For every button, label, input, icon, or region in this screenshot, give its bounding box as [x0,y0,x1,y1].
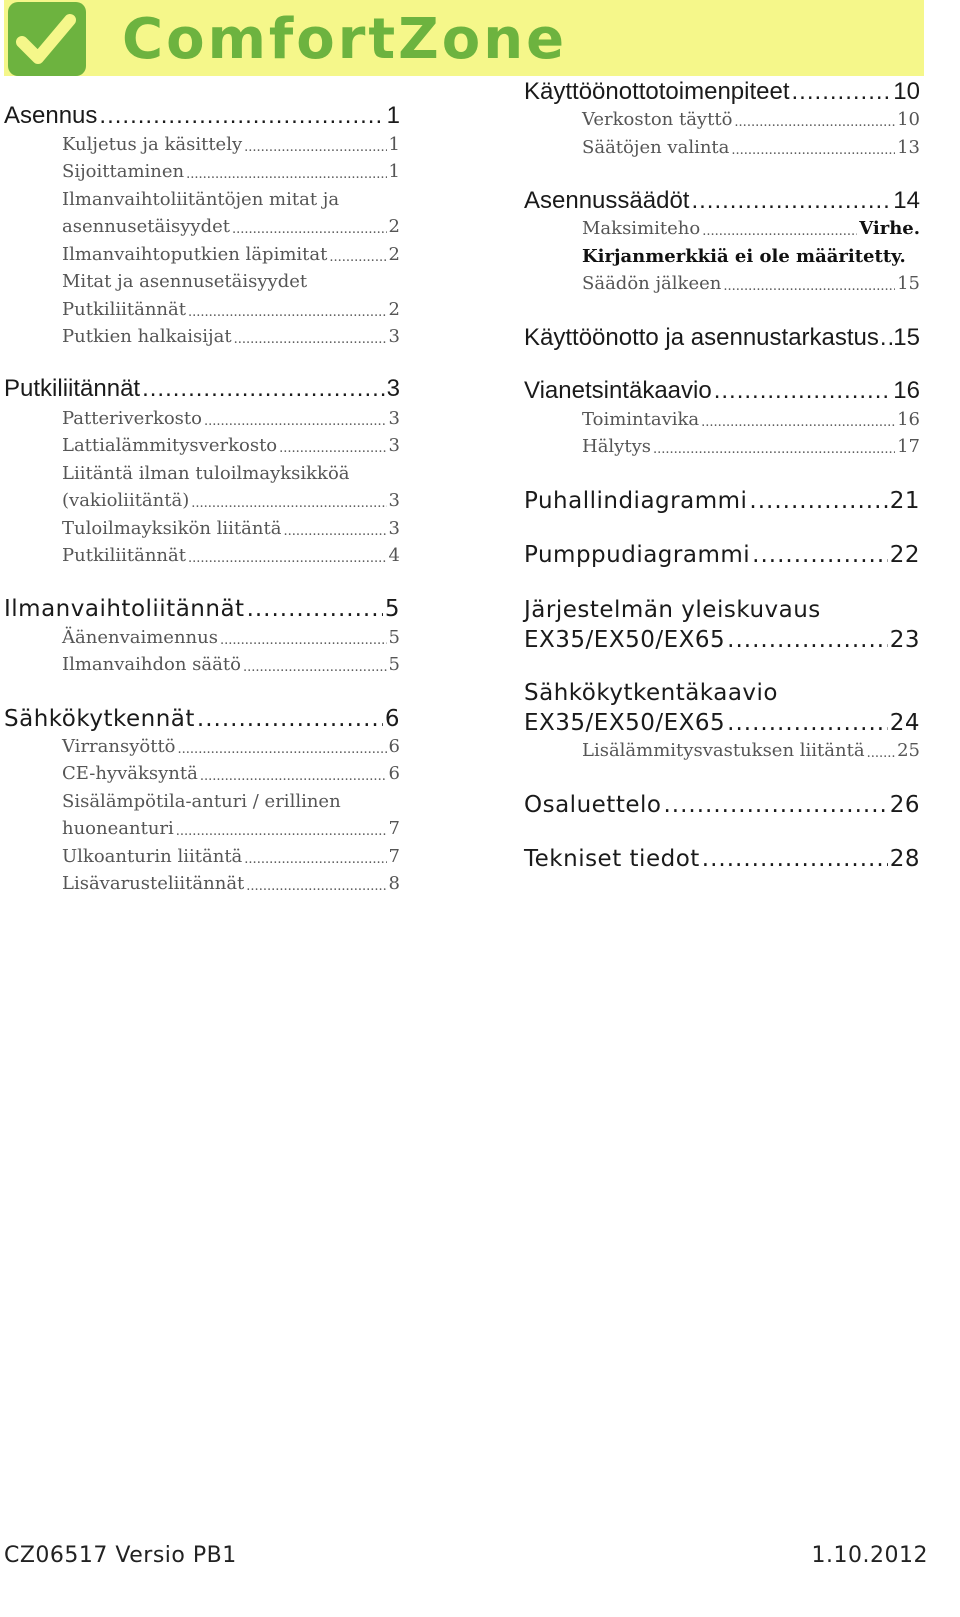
toc-entry[interactable] [4,405,400,432]
toc-entry-label: Patteriverkosto [62,408,202,429]
toc-page-number: 3 [388,326,400,347]
toc-entry-label: Lisävarusteliitännät [62,873,245,894]
toc-entry-label: Liitäntä ilman tuloilmayksikköä [62,463,350,484]
toc-entry-label: asennusetäisyydet [62,216,230,237]
toc-entry[interactable] [524,737,920,764]
toc-page-number: 17 [897,436,920,457]
toc-page-number: 16 [897,409,920,430]
toc-page-number: 1 [388,134,400,155]
toc-page-number: 3 [388,518,400,539]
toc-page-number: 21 [889,488,920,514]
header-banner [4,0,924,76]
toc-page-number: 22 [889,542,920,568]
toc-entry-line1[interactable] [4,788,400,815]
toc-entry-label: Säätöjen valinta [582,137,730,158]
toc-entry[interactable] [4,733,400,760]
toc-entry-label: Ulkoanturin liitäntä [62,846,243,867]
toc-page-number: 3 [388,490,400,511]
toc-entry[interactable] [4,487,400,514]
toc-entry[interactable] [4,296,400,323]
toc-page-number: 26 [889,792,920,818]
toc-heading-label: Vianetsintäkaavio [524,377,712,404]
toc-entry[interactable] [4,870,400,897]
toc-heading-kytkentakaavio-line1[interactable] [524,678,920,708]
toc-heading-pumppudiagrammi[interactable] [524,540,920,570]
toc-heading-label: Pumppudiagrammi [524,542,751,568]
toc-heading-label: Sähkökytkentäkaavio [524,680,778,706]
toc-heading-yleiskuvaus-line1[interactable] [524,595,920,625]
toc-page-number: 10 [897,109,920,130]
toc-entry-label: Mitat ja asennusetäisyydet [62,271,308,292]
toc-entry-label: Tuloilmayksikön liitäntä [62,518,282,539]
toc-entry-label: Hälytys [582,436,651,457]
toc-heading-label: Käyttöönotto ja asennustarkastus [524,324,879,351]
toc-entry[interactable] [4,815,400,842]
toc-page-number: 5 [384,596,400,622]
toc-entry[interactable] [4,760,400,787]
toc-entry[interactable] [524,134,920,161]
toc-page-number: 15 [893,324,920,351]
toc-entry-label: Ilmanvaihdon säätö [62,654,241,675]
toc-entry[interactable] [4,542,400,569]
toc-entry-label: huoneanturi [62,818,174,839]
toc-entry[interactable] [4,131,400,158]
toc-error-text: Virhe. [859,218,920,239]
toc-page-number: 23 [889,627,920,653]
toc-heading-osaluettelo[interactable] [524,790,920,820]
toc-page-number: 13 [897,137,920,158]
toc-entry-line1[interactable] [4,460,400,487]
toc-entry[interactable] [4,323,400,350]
toc-entry[interactable] [4,432,400,459]
toc-page-number: 25 [897,740,920,761]
toc-entry-label: Maksimiteho [582,218,701,239]
toc-heading-sahkokytkennat[interactable] [4,704,400,734]
toc-entry[interactable] [4,843,400,870]
toc-entry-label: Putkiliitännät [62,299,186,320]
toc-entry[interactable] [4,651,400,678]
toc-page-number: 4 [388,545,400,566]
toc-heading-label: EX35/EX50/EX65 [524,627,726,653]
toc-heading-label: Järjestelmän yleiskuvaus [524,597,821,623]
toc-entry-label: Lattialämmitysverkosto [62,435,278,456]
toc-heading-label: Putkiliitännät [4,375,141,402]
toc-page-number: 24 [889,710,920,736]
toc-entry-label: (vakioliitäntä) [62,490,190,511]
toc-page-number: 1 [388,161,400,182]
toc-entry-line1[interactable] [4,186,400,213]
toc-heading-asennus[interactable] [4,102,400,130]
toc-entry-label: Verkoston täyttö [582,109,733,130]
document-id: CZ06517 Versio PB1 [4,1543,237,1568]
toc-heading-ilmanvaihtoliitannat[interactable] [4,594,400,624]
toc-entry-label: Sijoittaminen [62,161,185,182]
toc-page-number: 5 [388,627,400,648]
toc-page-number: 6 [384,706,400,732]
toc-heading-label: Käyttöönottotoimenpiteet [524,78,790,105]
toc-page-number: 3 [386,375,400,402]
toc-entry-label: Säädön jälkeen [582,273,722,294]
toc-entry-line1[interactable] [4,268,400,295]
toc-page-number: 6 [388,763,400,784]
toc-page-number: 15 [897,273,920,294]
toc-entry-label: Toimintavika [582,409,700,430]
toc-entry[interactable] [4,213,400,240]
toc-heading-puhallindiagrammi[interactable] [524,486,920,516]
toc-entry[interactable] [524,215,920,242]
toc-entry[interactable] [524,106,920,133]
toc-page-number: 2 [388,216,400,237]
toc-heading-label: Ilmanvaihtoliitännät [4,596,245,622]
toc-heading-kytkentakaavio[interactable] [524,708,920,738]
toc-heading-tekniset-tiedot[interactable] [524,844,920,874]
comfortzone-logo-icon [8,2,86,76]
toc-entry-label: Virransyöttö [62,736,176,757]
toc-heading-vianetsintakaavio[interactable] [524,377,920,405]
toc-entry-label: Putkiliitännät [62,545,186,566]
toc-heading-yleiskuvaus[interactable] [524,625,920,655]
toc-heading-label: Puhallindiagrammi [524,488,748,514]
toc-page-number: 6 [388,736,400,757]
toc-entry[interactable] [524,270,920,297]
toc-page-number: 5 [388,654,400,675]
toc-heading-label: Asennussäädöt [524,187,690,214]
toc-page-number: 28 [889,846,920,872]
toc-heading-label: Sähkökytkennät [4,706,195,732]
toc-entry[interactable] [524,433,920,460]
toc-page-number: 7 [388,818,400,839]
toc-entry[interactable] [4,158,400,185]
toc-entry-label: Putkien halkaisijat [62,326,232,347]
toc-page-number: 3 [388,408,400,429]
toc-entry-label: Kuljetus ja käsittely [62,134,243,155]
toc-error-message: Kirjanmerkkiä ei ole määritetty. [582,246,906,267]
toc-entry-label: Äänenvaimennus [62,627,218,648]
document-date: 1.10.2012 [811,1543,928,1568]
toc-entry[interactable] [4,624,400,651]
toc-heading-label: Tekniset tiedot [524,846,700,872]
toc-entry-label: CE-hyväksyntä [62,763,198,784]
toc-heading-label: Asennus [4,102,98,129]
toc-entry[interactable] [4,515,400,542]
toc-heading-kayttoonottotoimenpiteet[interactable] [524,78,920,106]
toc-page-number: 1 [386,102,400,129]
toc-heading-putkiliitannat[interactable] [4,375,400,403]
toc-entry[interactable] [4,241,400,268]
toc-page-number: 2 [388,244,400,265]
toc-page-number: 8 [388,873,400,894]
toc-page-number: 14 [893,187,920,214]
toc-entry-label: Lisälämmitysvastuksen liitäntä [582,740,865,761]
toc-page-number: 10 [893,78,920,105]
toc-entry-label: Ilmanvaihtoputkien läpimitat [62,244,328,265]
toc-page-number: 7 [388,846,400,867]
toc-page-number: 2 [388,299,400,320]
toc-heading-label: Osaluettelo [524,792,662,818]
brand-wordmark: ComfortZone [122,7,568,72]
toc-heading-asennussaadot[interactable] [524,187,920,215]
toc-heading-kayttoonotto-tarkastus[interactable] [524,324,920,352]
toc-entry[interactable] [524,406,920,433]
toc-page-number: 16 [893,377,920,404]
toc-entry-label: Ilmanvaihtoliitäntöjen mitat ja [62,189,340,210]
toc-page-number: 3 [388,435,400,456]
toc-heading-label: EX35/EX50/EX65 [524,710,726,736]
toc-entry-label: Sisälämpötila-anturi / erillinen [62,791,341,812]
